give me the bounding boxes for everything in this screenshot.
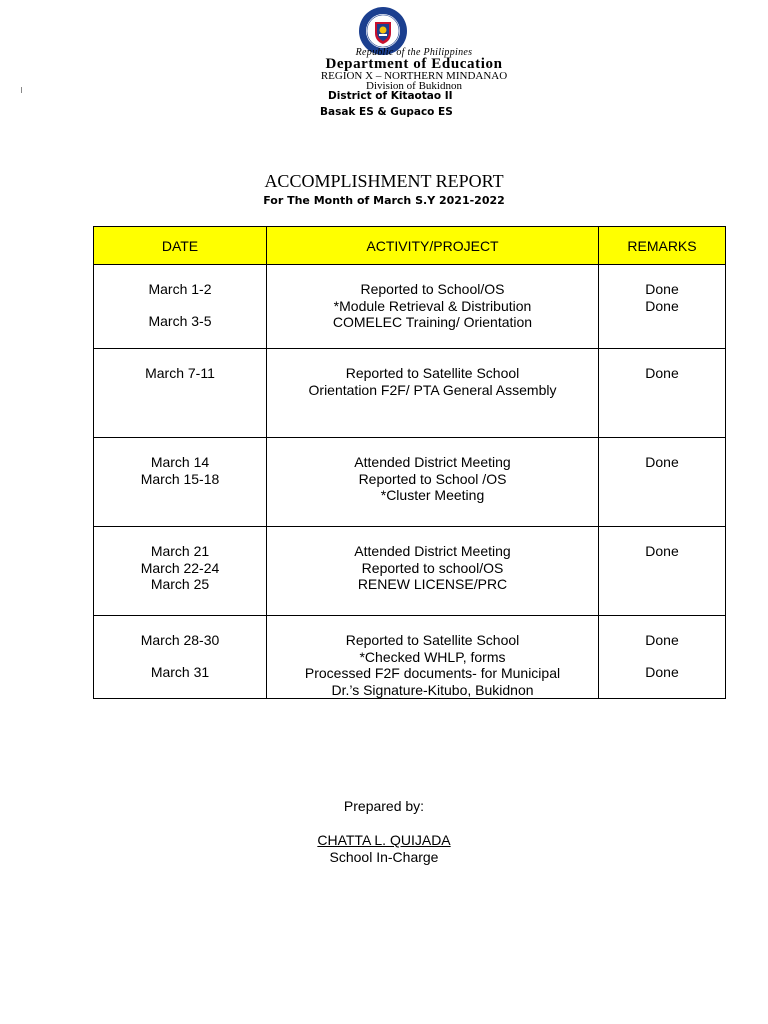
table-row bbox=[94, 438, 726, 527]
date-text: March 21 bbox=[150, 543, 210, 559]
activity-text: *Module Retrieval & Distribution bbox=[333, 297, 532, 314]
signatory-name bbox=[0, 833, 768, 847]
date-text: March 31 bbox=[150, 663, 210, 680]
remark-text: Done bbox=[645, 454, 679, 470]
remarks-cell bbox=[599, 265, 726, 349]
activity-text: Reported to Satellite School bbox=[345, 365, 520, 381]
republic-line: Republic of the Philippines bbox=[355, 47, 473, 58]
activity-text: COMELEC Training/ Orientation bbox=[332, 314, 533, 330]
activity-text: Orientation F2F/ PTA General Assembly bbox=[308, 381, 557, 398]
remarks-cell bbox=[599, 527, 726, 616]
date-cell bbox=[94, 438, 267, 527]
date-cell bbox=[94, 265, 267, 349]
header-remarks: REMARKS bbox=[599, 227, 726, 265]
activity-cell bbox=[267, 616, 599, 699]
remark-text: Done bbox=[645, 663, 679, 680]
signatory-role: School In-Charge bbox=[329, 849, 439, 865]
division-line: Division of Bukidnon bbox=[366, 80, 462, 92]
date-text: March 15-18 bbox=[140, 470, 220, 487]
activity-text: *Cluster Meeting bbox=[380, 487, 485, 503]
signatory-name-text: CHATTA L. QUIJADA bbox=[317, 832, 451, 848]
activity-text: Reported to School/OS bbox=[360, 281, 505, 297]
remarks-cell bbox=[599, 438, 726, 527]
table-row bbox=[94, 527, 726, 616]
remarks-cell bbox=[599, 349, 726, 438]
district-line: District of Kitaotao II bbox=[328, 90, 453, 102]
remark-text: Done bbox=[645, 365, 679, 381]
remark-text: Done bbox=[645, 297, 679, 314]
date-text: March 3-5 bbox=[148, 312, 212, 329]
department-name: Department of Education bbox=[325, 56, 503, 72]
date-text: March 22-24 bbox=[140, 559, 220, 576]
activity-text: Attended District Meeting bbox=[354, 454, 511, 470]
date-text: March 1-2 bbox=[148, 281, 212, 297]
spacer bbox=[94, 649, 266, 664]
activity-cell bbox=[267, 349, 599, 438]
date-text: March 7-11 bbox=[145, 365, 215, 381]
table-row bbox=[94, 349, 726, 438]
activity-text: *Checked WHLP, forms bbox=[359, 648, 506, 665]
spacer bbox=[94, 298, 266, 313]
date-text: March 14 bbox=[150, 454, 210, 470]
report-subtitle: For The Month of March S.Y 2021-2022 bbox=[263, 194, 505, 207]
date-cell bbox=[94, 349, 267, 438]
remark-text: Done bbox=[645, 543, 679, 559]
activity-text: Reported to School /OS bbox=[358, 470, 507, 487]
date-cell bbox=[94, 527, 267, 616]
activity-text: Processed F2F documents- for Municipal bbox=[304, 665, 561, 681]
date-text: March 28-30 bbox=[140, 632, 220, 648]
activity-cell bbox=[267, 438, 599, 527]
remark-text: Done bbox=[645, 632, 679, 648]
header-activity: ACTIVITY/PROJECT bbox=[267, 227, 599, 265]
activity-text: Dr.’s Signature-Kitubo, Bukidnon bbox=[331, 681, 534, 698]
table-row bbox=[94, 616, 726, 699]
margin-mark bbox=[21, 87, 22, 93]
report-title: ACCOMPLISHMENT REPORT bbox=[264, 171, 504, 191]
prepared-by-label: Prepared by: bbox=[343, 798, 425, 814]
remarks-cell bbox=[599, 616, 726, 699]
date-cell bbox=[94, 616, 267, 699]
spacer bbox=[599, 649, 725, 664]
accomplishment-table bbox=[93, 226, 726, 699]
region-line: REGION X – NORTHERN MINDANAO bbox=[320, 70, 508, 82]
activity-cell bbox=[267, 265, 599, 349]
activity-text: Reported to Satellite School bbox=[345, 632, 520, 648]
table-row bbox=[94, 265, 726, 349]
activity-cell bbox=[267, 527, 599, 616]
table-header-row bbox=[94, 227, 726, 265]
activity-text: Reported to school/OS bbox=[361, 559, 504, 576]
header-date: DATE bbox=[94, 227, 267, 265]
remark-text: Done bbox=[645, 281, 679, 297]
activity-text: Attended District Meeting bbox=[354, 543, 511, 559]
date-text: March 25 bbox=[150, 576, 210, 592]
schools-line: Basak ES & Gupaco ES bbox=[320, 106, 453, 118]
activity-text: RENEW LICENSE/PRC bbox=[357, 576, 508, 592]
